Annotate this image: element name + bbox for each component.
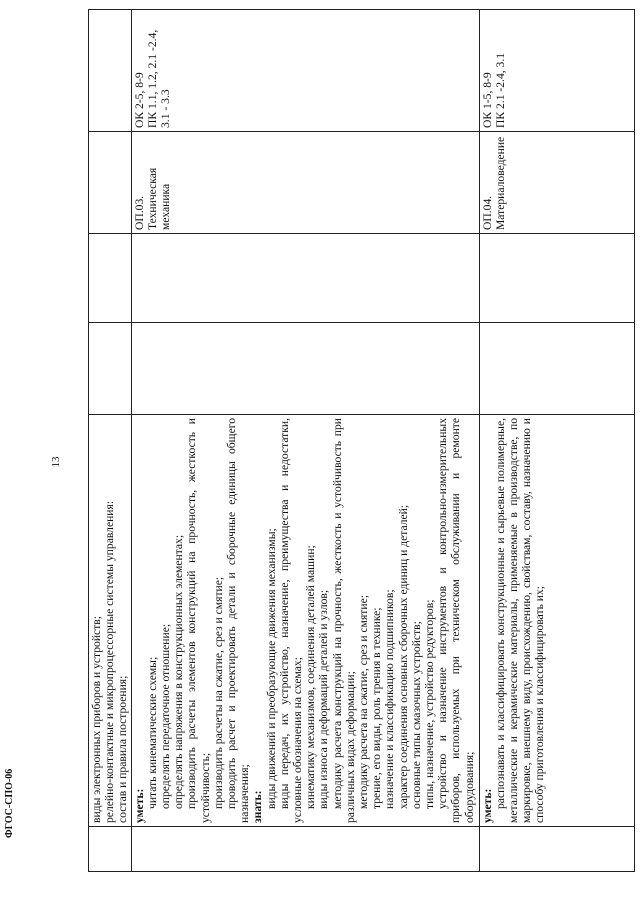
table-row [479,10,634,872]
content-cell [479,415,634,827]
section-header-umet: уметь: [132,788,146,823]
knowledge-item: трение, его виды, роль трения в технике; [370,607,384,809]
knowledge-item: характер соединения основных сборочных единиц и деталей; [396,504,410,809]
hours-cell-2 [131,234,479,323]
knowledge-item: виды передач, их устройство, назначение, преимущества и недостатки, условные обозначения на схемах; [277,418,305,823]
competency-table [88,9,635,872]
section-header-umet: уметь: [480,788,494,823]
hours-cell [479,323,634,415]
code-cell [89,827,132,872]
content-line: состав и правила построения; [116,675,130,823]
content-cell [131,415,479,827]
knowledge-item: типы, назначение, устройство редукторов; [423,599,437,809]
skill-item: определять напряжения в конструкционных элементах; [172,534,186,809]
discipline-cell: ОП.03. Техническая механика [131,132,479,234]
knowledge-item: кинематику механизмов, соединения деталей машин; [304,545,318,809]
table-row [131,10,479,872]
discipline-cell [89,132,132,234]
rotated-table [88,29,613,872]
hours-cell-2 [89,234,132,323]
knowledge-item: виды движений и преобразующие движения механизмы; [264,528,278,809]
content-line: релейно-контактные и микропроцессорные системы управления: [103,500,117,823]
hours-cell [89,323,132,415]
skill-item: читать кинематические схемы; [145,656,159,809]
knowledge-item: методику расчета на сжатие, срез и смятие; [357,595,371,809]
knowledge-item: назначение и классификацию подшипников; [383,589,397,809]
section-header-znat: знать: [251,790,265,823]
competency-cell: ОК 2-5, 8-9 ПК 1.1, 1.2, 2.1 -2.4, 3.1 - 3.3 [131,10,479,132]
skill-item: проводить расчет и проектировать детали и сборочные единицы общего назначения; [225,418,252,823]
knowledge-item: основные типы смазочных устройств; [409,621,423,809]
knowledge-item: устройство и назначение инструментов и контрольно-измерительных приборов, используемых при техническом обслуживании и ремонте оборудования; [436,418,476,823]
competency-cell [89,10,132,132]
competency-cell: ОК 1-5, 8-9 ПК 2.1 -2.4, 3.1 [479,10,634,132]
code-cell [479,827,634,872]
page-number: 13 [50,456,62,468]
table-row [89,10,132,872]
skill-item: производить расчеты элементов конструкций на прочность, жесткость и устойчивость; [185,418,212,823]
hours-cell [131,323,479,415]
hours-cell-2 [479,234,634,323]
skill-item: производить расчеты на сжатие, срез и смятие; [211,576,225,809]
knowledge-item: виды износа и деформаций деталей и узлов; [317,589,331,809]
content-cell [89,415,132,827]
footer-code: ФГОС-СПО-06 [4,768,15,838]
skill-item: распознавать и классифицировать конструкционные и сырьевые полимерные, металлические и керамические материалы, применяемые в производстве, по маркировке, внешнему виду, происхождению, свойствам, составу, назначению и способу приготовления и классифицировать их; [493,418,547,823]
knowledge-item: методику расчета конструкций на прочность, жесткость и устойчивость при различных видах деформации; [330,418,357,823]
content-line: виды электронных приборов и устройств; [90,616,103,823]
skill-item: определять передаточное отношение; [159,623,173,809]
discipline-cell: ОП.04. Материаловедение [479,132,634,234]
code-cell [131,827,479,872]
